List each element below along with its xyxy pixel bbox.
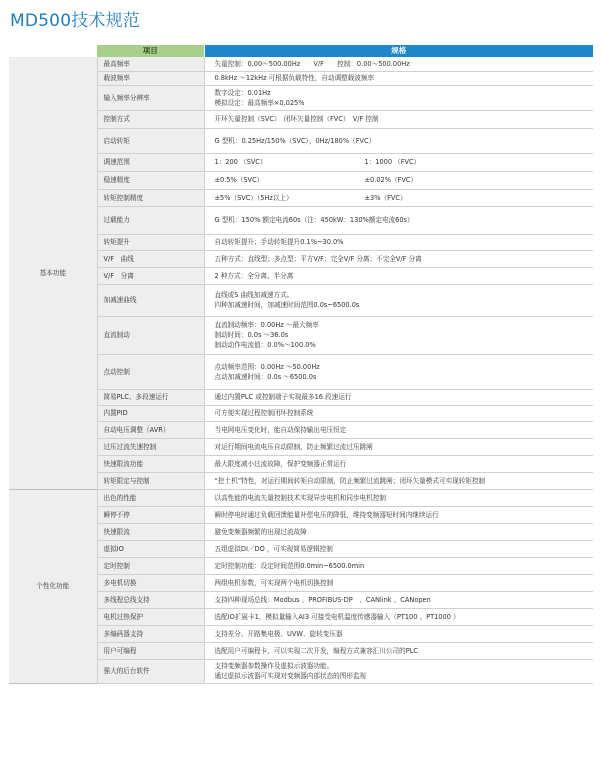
spec-table-container <box>9 45 593 684</box>
spec-line: 支持变频器参数操作及虚拟示波器功能。 <box>214 662 334 670</box>
spec-line: 两组电机参数，可实现两个电机切换控制 <box>214 578 334 587</box>
spec-line: G 型机：0.25Hz/150%（SVC），0Hz/180%（FVC） <box>214 136 376 145</box>
spec-value: ±0.02%（FVC） <box>364 176 418 184</box>
spec-line: 最大限度减小过流故障，保护变频器正常运行 <box>214 459 347 468</box>
table-row <box>9 234 593 250</box>
item-cell: 自动电压调整（AVR） <box>97 421 204 438</box>
table-row <box>9 206 593 234</box>
table-row <box>9 472 593 489</box>
item-cell: 点动控制 <box>97 354 204 389</box>
item-cell: 最高频率 <box>97 57 204 71</box>
item-cell: 简易PLC、多段速运行 <box>97 389 204 405</box>
table-body <box>9 57 593 683</box>
spec-cell <box>204 267 593 284</box>
table-header-row <box>9 45 593 57</box>
spec-cell <box>204 85 593 110</box>
table-row <box>9 625 593 642</box>
spec-cell <box>204 128 593 153</box>
item-cell: 载波频率 <box>97 71 204 85</box>
table-row <box>9 489 593 506</box>
spec-cell <box>204 608 593 625</box>
table-row <box>9 171 593 189</box>
spec-line: 五种方式：直线型；多点型；平方V/F；完全V/F 分离；不完全V/F 分离 <box>214 254 422 263</box>
spec-cell <box>204 206 593 234</box>
spec-line: 直流制动频率：0.00Hz ～最大频率 <box>214 321 319 329</box>
spec-line: 五组虚拟DI／DO ，可实现简易逻辑控制 <box>214 544 333 553</box>
spec-cell <box>204 574 593 591</box>
category-cell: 个性化功能 <box>9 489 97 683</box>
spec-two-column <box>215 193 594 203</box>
item-cell: 加减速曲线 <box>97 284 204 316</box>
spec-cell <box>204 523 593 540</box>
spec-cell <box>204 506 593 523</box>
spec-cell <box>204 354 593 389</box>
spec-table <box>9 45 593 684</box>
item-cell: 转矩控制精度 <box>97 189 204 206</box>
item-cell: 强大的后台软件 <box>97 659 204 683</box>
table-row <box>9 316 593 354</box>
spec-value: 1：200 （SVC） <box>214 158 267 166</box>
table-row <box>9 110 593 128</box>
spec-cell <box>204 189 593 206</box>
spec-value: ±3%（FVC） <box>364 193 407 202</box>
spec-line: 瞬时停电时通过负载回馈能量补偿电压的降低，维持变频器短时间内继续运行 <box>214 510 439 519</box>
item-cell: 虚拟IO <box>97 540 204 557</box>
item-cell: 转矩限定与控制 <box>97 472 204 489</box>
item-cell: 多编码器支持 <box>97 625 204 642</box>
spec-value: ±0.5%（SVC） <box>214 176 264 184</box>
table-row <box>9 574 593 591</box>
spec-two-column <box>215 175 594 185</box>
item-cell: 启动转矩 <box>97 128 204 153</box>
table-row <box>9 506 593 523</box>
table-row <box>9 57 593 71</box>
spec-line: 以高性能的电流矢量控制技术实现异步电机和同步电机控制 <box>214 493 386 502</box>
spec-line: 制动时间：0.0s ～36.0s <box>214 331 289 339</box>
header-blank-cell <box>9 45 97 57</box>
item-cell: 用户可编程 <box>97 642 204 659</box>
spec-cell <box>204 557 593 574</box>
spec-cell <box>204 405 593 421</box>
table-row <box>9 540 593 557</box>
spec-line: 定时控制功能：设定时间范围0.0min~6500.0min <box>214 561 365 570</box>
spec-cell <box>204 71 593 85</box>
item-cell: 过压过流失速控制 <box>97 438 204 455</box>
page-title: MD500技术规范 <box>10 11 141 31</box>
item-cell: 快速限流 <box>97 523 204 540</box>
table-row <box>9 642 593 659</box>
spec-cell <box>204 250 593 267</box>
item-cell: 调速范围 <box>97 153 204 171</box>
item-cell: V/F 分离 <box>97 267 204 284</box>
item-cell: 稳速精度 <box>97 171 204 189</box>
spec-line: 矢量控制：0.00～500.00Hz V/F 控制：0.00～500.00Hz <box>214 59 410 68</box>
spec-line: 点动频率范围：0.00Hz ～50.00Hz <box>214 362 320 371</box>
spec-cell <box>204 455 593 472</box>
table-row <box>9 659 593 683</box>
spec-two-column <box>215 157 594 167</box>
spec-line: 制动动作电流值：0.0%～100.0% <box>214 341 316 349</box>
spec-cell <box>204 591 593 608</box>
spec-cell <box>204 421 593 438</box>
table-row <box>9 438 593 455</box>
spec-line: 对运行期间电流电压自动限制，防止频繁过流过压跳闸 <box>214 442 373 451</box>
item-cell: 出色的性能 <box>97 489 204 506</box>
table-row <box>9 153 593 171</box>
spec-line: 支持四种现场总线：Modbus 、PROFIBUS-DP 、CANlink 、CANopen <box>214 595 431 604</box>
spec-line: 模拟设定：最高频率×0.025% <box>214 98 305 107</box>
spec-line: 可方便实现过程控制闭环控制系统 <box>214 409 314 417</box>
item-cell: 控制方式 <box>97 110 204 128</box>
spec-cell <box>204 472 593 489</box>
table-row <box>9 421 593 438</box>
spec-cell <box>204 540 593 557</box>
table-row <box>9 455 593 472</box>
table-row <box>9 405 593 421</box>
item-cell: 电机过热保护 <box>97 608 204 625</box>
item-cell: 定时控制 <box>97 557 204 574</box>
spec-line: 选配用户可编程卡，可以实现二次开发，编程方式兼容汇川公司的PLC <box>214 646 418 655</box>
spec-line: 直线或S 曲线加减速方式。 <box>214 291 294 299</box>
item-cell: 多线程总线支持 <box>97 591 204 608</box>
table-row <box>9 591 593 608</box>
spec-cell <box>204 234 593 250</box>
header-spec: 规格 <box>204 45 593 57</box>
header-item: 项目 <box>97 45 204 57</box>
spec-line: “挖土机”特性，对运行期间转矩自动限制，防止频繁过流跳闸；闭环矢量模式可实现转矩控制 <box>214 476 486 485</box>
spec-cell <box>204 438 593 455</box>
spec-line: 支持差分、开路集电极、UVW、旋转变压器 <box>214 629 343 638</box>
item-cell: 多电机切换 <box>97 574 204 591</box>
spec-line: 0.8kHz ～12kHz 可根据负载特性，自动调整载波频率 <box>214 74 375 82</box>
spec-line: 自动转矩提升；手动转矩提升0.1%~30.0% <box>214 238 344 246</box>
table-row <box>9 389 593 405</box>
spec-line: 通过虚拟示波器可实现对变频器内部状态的图形监视 <box>214 672 367 680</box>
item-cell: V/F 曲线 <box>97 250 204 267</box>
spec-cell <box>204 316 593 354</box>
item-cell: 过载能力 <box>97 206 204 234</box>
table-row <box>9 250 593 267</box>
spec-line: 2 种方式：全分离、半分离 <box>214 271 294 280</box>
spec-cell <box>204 284 593 316</box>
spec-cell <box>204 153 593 171</box>
table-row <box>9 189 593 206</box>
spec-cell <box>204 110 593 128</box>
spec-line: 避免变频器频繁的出现过流故障 <box>214 527 307 536</box>
table-row <box>9 71 593 85</box>
spec-cell <box>204 659 593 683</box>
spec-line: 数字设定：0.01Hz <box>214 88 271 97</box>
item-cell: 转矩提升 <box>97 234 204 250</box>
spec-line: 开环矢量控制（SVC） 闭环矢量控制（FVC） V/F 控制 <box>214 115 379 123</box>
spec-line: 当电网电压变化时，能自动保持输出电压恒定 <box>214 425 347 434</box>
table-row <box>9 128 593 153</box>
spec-line: 选配IO扩展卡1，模拟量输入AI3 可接受电机温度传感器输入（PT100 、PT1000 ） <box>214 612 460 621</box>
item-cell: 瞬停不停 <box>97 506 204 523</box>
table-row <box>9 85 593 110</box>
table-row <box>9 284 593 316</box>
table-row <box>9 267 593 284</box>
item-cell: 内置PID <box>97 405 204 421</box>
spec-value: ±5%（SVC）（5Hz以上） <box>214 193 293 202</box>
table-row <box>9 523 593 540</box>
spec-value: 1：1000 （FVC） <box>364 158 421 166</box>
item-cell: 输入频率分辨率 <box>97 85 204 110</box>
table-row <box>9 557 593 574</box>
spec-line: 通过内置PLC 或控制端子实现最多16 段速运行 <box>214 393 352 401</box>
spec-cell <box>204 625 593 642</box>
table-row <box>9 354 593 389</box>
spec-cell <box>204 489 593 506</box>
spec-cell <box>204 642 593 659</box>
table-row <box>9 608 593 625</box>
spec-line: 点动加减速时间：0.0s ～6500.0s <box>214 372 317 381</box>
item-cell: 快速限流功能 <box>97 455 204 472</box>
spec-cell <box>204 389 593 405</box>
spec-cell <box>204 57 593 71</box>
category-cell: 基本功能 <box>9 57 97 489</box>
spec-line: G 型机：150% 额定电流60s（注：450kW：130%额定电流60s） <box>214 216 414 224</box>
spec-cell <box>204 171 593 189</box>
item-cell: 直流制动 <box>97 316 204 354</box>
spec-line: 四种加减速时间，加减速时间范围0.0s~6500.0s <box>214 301 360 309</box>
